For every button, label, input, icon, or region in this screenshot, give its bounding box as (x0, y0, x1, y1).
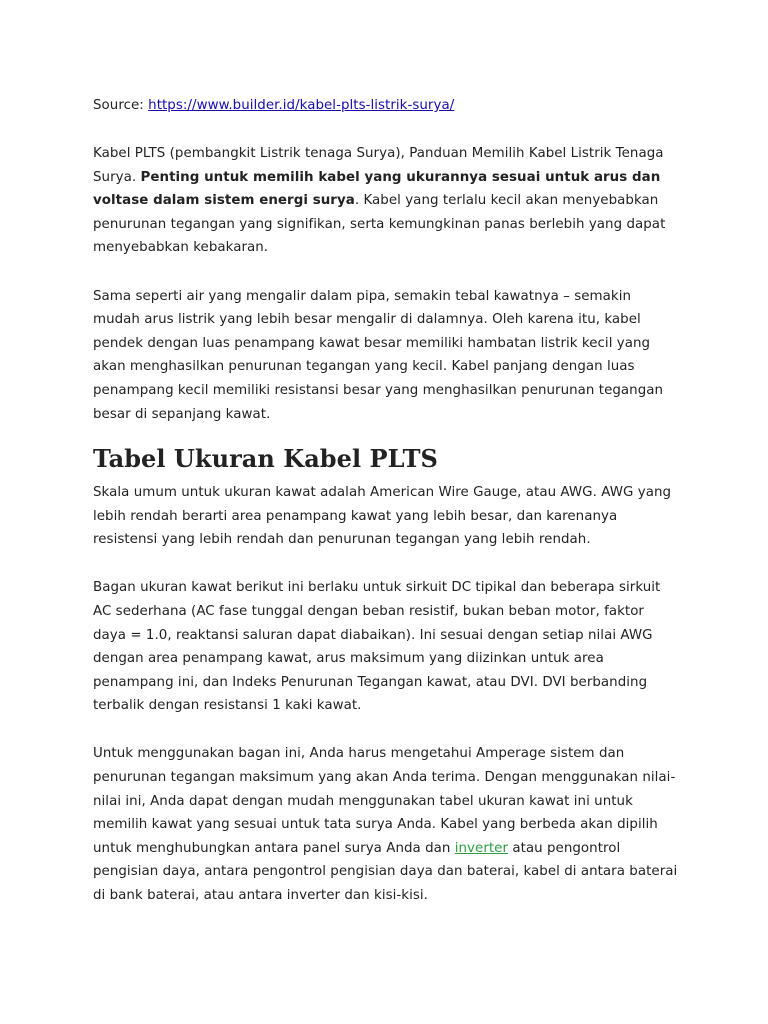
paragraph-pipe-analogy: Sama seperti air yang mengalir dalam pipa, semakin tebal kawatnya – semakin mudah arus listrik yang lebih besar mengalir di dalamnya. Oleh karena itu, kabel pendek dengan luas penampang kawat besar memiliki hambatan listrik kecil yang akan menghasilkan penurunan tegangan yang kecil. Kabel panjang dengan luas penampang kecil memiliki resistansi besar yang menghasilkan penurunan tegangan besar di sepanjang kawat. (93, 288, 664, 422)
inverter-link[interactable]: inverter (454, 840, 509, 856)
usage-text-start: Untuk menggunakan bagan ini, Anda harus mengetahui Amperage sistem dan penurunan tegangan maksimum yang akan Anda terima. Dengan menggunakan nilai-nilai ini, Anda dapat dengan mudah menggunakan tabel ukuran kawat ini untuk memilih kawat yang sesuai untuk tata surya Anda. Kabel yang berbeda akan dipilih untuk menghubungkan antara panel surya Anda dan (93, 746, 676, 856)
intro-paragraph (93, 142, 679, 260)
intro-bold-text: Penting untuk memilih kabel yang ukurannya sesuai untuk arus dan voltase dalam sistem energi surya (93, 169, 661, 209)
paragraph-usage (93, 742, 679, 907)
source-link[interactable]: https://www.builder.id/kabel-plts-listrik-surya/ (148, 98, 455, 113)
document-page (93, 94, 679, 908)
source-label: Source: (93, 98, 149, 113)
section-heading: Tabel Ukuran Kabel PLTS (93, 444, 438, 474)
source-line (93, 94, 679, 118)
intro-text-start: Kabel PLTS (pembangkit Listrik tenaga Surya), Panduan Memilih Kabel Listrik Tenaga Surya. (93, 146, 664, 185)
paragraph-awg: Skala umum untuk ukuran kawat adalah American Wire Gauge, atau AWG. AWG yang lebih rendah berarti area penampang kawat yang lebih besar, dan karenanya resistensi yang lebih rendah dan penurunan tegangan yang lebih rendah. (93, 485, 672, 548)
paragraph-chart-description: Bagan ukuran kawat berikut ini berlaku untuk sirkuit DC tipikal dan beberapa sirkuit AC sederhana (AC fase tunggal dengan beban resistif, bukan beban motor, faktor daya = 1.0, reaktansi saluran dapat diabaikan). Ini sesuai dengan setiap nilai AWG dengan area penampang kawat, arus maksimum yang diizinkan untuk area penampang ini, dan Indeks Penurunan Tegangan kawat, atau DVI. DVI berbanding terbalik dengan resistansi 1 kaki kawat. (93, 580, 661, 714)
intro-text-end: . Kabel yang terlalu kecil akan menyebabkan penurunan tegangan yang signifikan, serta kemungkinan panas berlebih yang dapat menyebabkan kebakaran. (93, 193, 666, 256)
usage-text-end: atau pengontrol pengisian daya, antara pengontrol pengisian daya dan baterai, kabel di antara baterai di bank baterai, atau antara inverter dan kisi-kisi. (93, 840, 678, 904)
